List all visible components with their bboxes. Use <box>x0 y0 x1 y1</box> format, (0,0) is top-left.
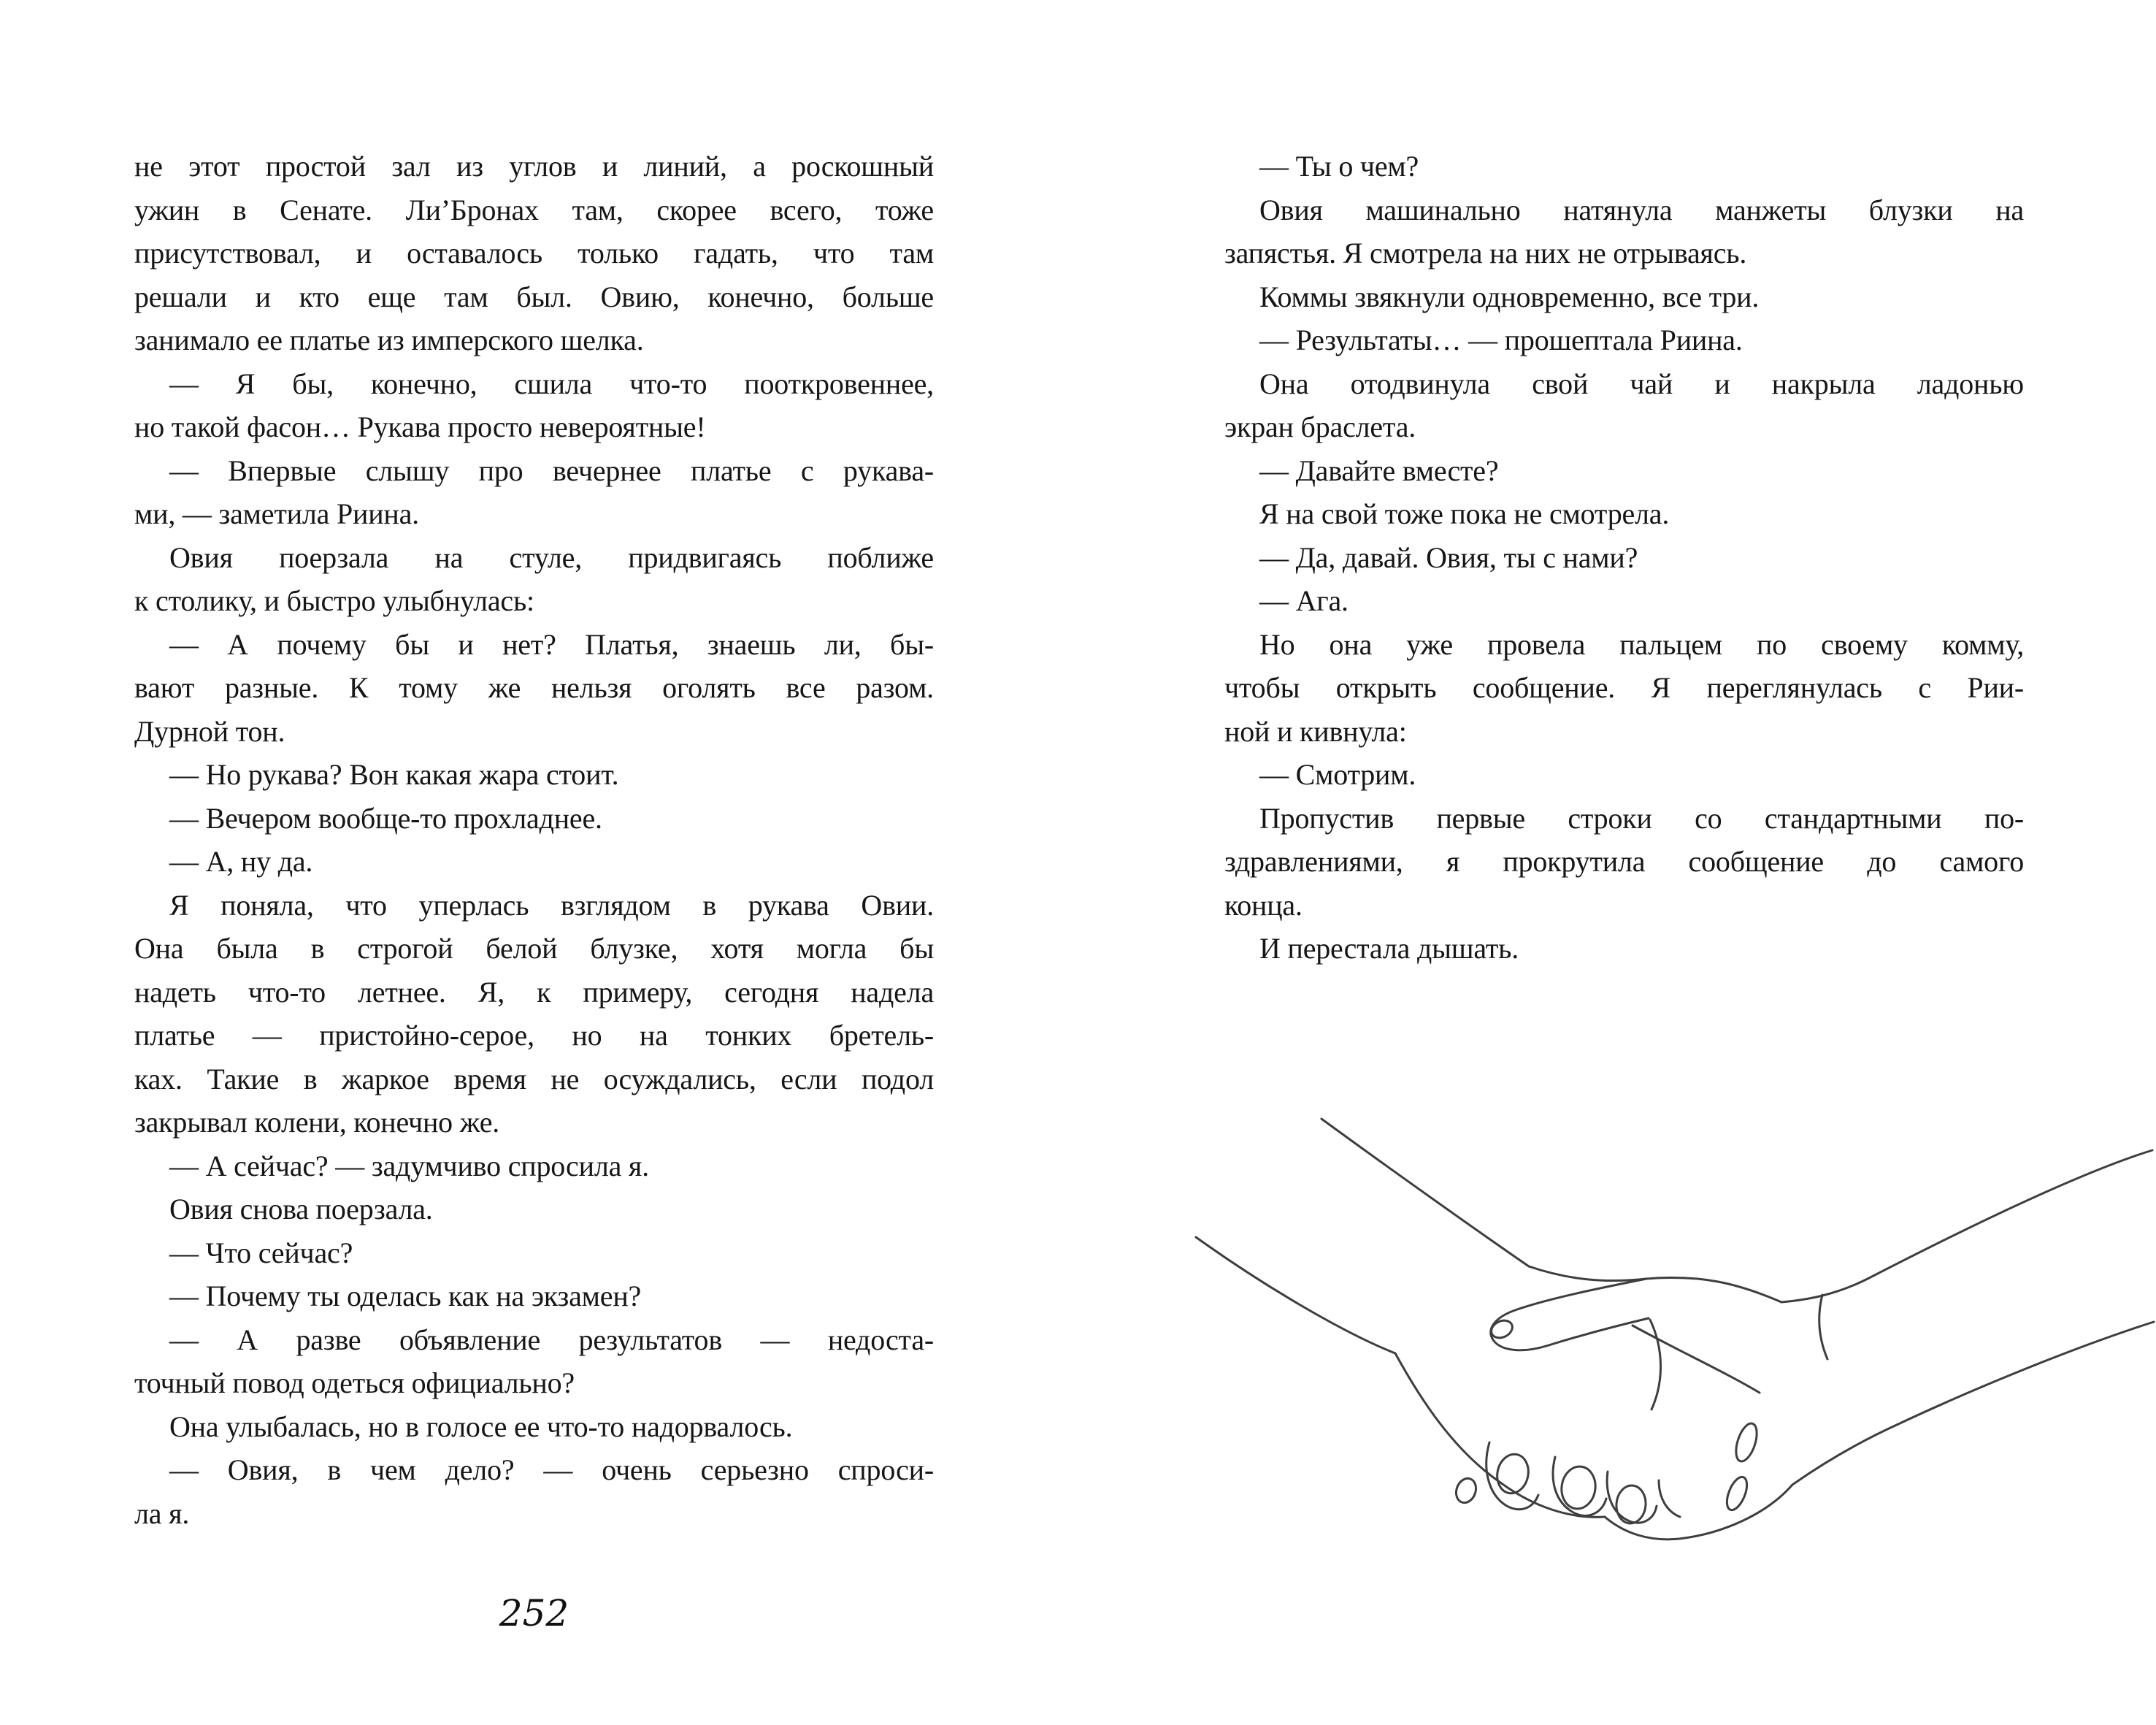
wrist-crease <box>1819 1295 1827 1359</box>
side-nail-2 <box>1723 1475 1751 1513</box>
text-line: закрывал колени, конечно же. <box>134 1106 500 1139</box>
text-line: — Да, давай. Овия, ты с нами? <box>1259 540 1638 574</box>
text-line: Но она уже провела пальцем по своему комму, <box>1259 627 2024 661</box>
finger-nail-small <box>1453 1476 1479 1506</box>
text-line: Она была в строгой белой блузке, хотя могла бы <box>134 932 934 965</box>
text-line: присутствовал, и оставалось только гадать, что там <box>134 237 934 269</box>
text-line: — Давайте вместе? <box>1259 454 1499 487</box>
text-line: — Я бы, конечно, сшила что-то пооткровеннее, <box>169 367 934 400</box>
text-line: Я поняла, что уперлась взглядом в рукава Овии. <box>169 888 934 922</box>
text-line: решали и кто еще там был. Овию, конечно, больше <box>134 280 934 313</box>
text-line: — Смотрим. <box>1259 758 1416 791</box>
side-nail-1 <box>1732 1421 1761 1464</box>
text-line: но такой фасон… Рукава просто невероятные! <box>134 410 706 443</box>
right-arm-top-line <box>1781 1150 2152 1302</box>
text-line: — А почему бы и нет? Платья, знаешь ли, бы- <box>169 627 934 661</box>
text-line: экран браслета. <box>1224 410 1416 443</box>
text-line: — Результаты… — прошептала Риина. <box>1259 324 1743 356</box>
text-line: не этот простой зал из углов и линий, а роскошный <box>134 150 934 183</box>
text-line: вают разные. К тому же нельзя оголять все разом. <box>134 671 934 704</box>
text-line: ми, — заметила Риина. <box>134 497 419 530</box>
text-line: ла я. <box>134 1496 190 1530</box>
text-line: платье — пристойно-серое, но на тонких бретель- <box>134 1019 934 1052</box>
text-line: — Вечером вообще-то прохладнее. <box>169 801 602 835</box>
text-line: Овия поерзала на стуле, придвигаясь поближе <box>169 540 934 574</box>
finger-nail-3 <box>1615 1484 1647 1524</box>
knuckle-ridge <box>1633 1326 1760 1393</box>
text-line: Коммы звякнули одновременно, все три. <box>1259 280 1760 313</box>
left-page-text <box>134 145 934 1535</box>
finger-nail-1 <box>1494 1451 1532 1496</box>
text-line: точный повод одеться официально? <box>134 1366 575 1399</box>
right-arm-bottom-line <box>1792 1322 2154 1485</box>
text-line: ужин в Сенате. Ли’Бронах там, скорее всего, тоже <box>134 193 934 226</box>
finger-line-4 <box>1659 1480 1680 1517</box>
holding-hands-illustration <box>1175 1099 2156 1654</box>
finger-nail-2 <box>1559 1464 1598 1511</box>
text-line: — Почему ты оделась как на экзамен? <box>169 1280 642 1312</box>
finger-line-3 <box>1607 1472 1657 1523</box>
text-line: занимало ее платье из имперского шелка. <box>134 324 644 356</box>
text-line: надеть что-то летнее. Я, к примеру, сегодня надела <box>134 975 934 1009</box>
text-line: Она улыбалась, но в голосе ее что-то надорвалось. <box>169 1410 793 1443</box>
left-arm-top-line <box>1321 1119 1529 1266</box>
text-line: И перестала дышать. <box>1259 932 1519 965</box>
text-line: — Ага. <box>1259 584 1349 617</box>
finger-line-1 <box>1486 1442 1538 1510</box>
text-line: — Но рукава? Вон какая жара стоит. <box>169 758 619 791</box>
hand-edge-line <box>1650 1320 1661 1410</box>
text-line: Дурной тон. <box>134 714 285 748</box>
text-line: — А, ну да. <box>169 845 313 878</box>
left-arm-bottom-line <box>1196 1237 1395 1353</box>
text-line: здравлениями, я прокрутила сообщение до самого <box>1224 845 2024 878</box>
text-line: конца. <box>1224 888 1303 922</box>
text-line: — А сейчас? — задумчиво спросила я. <box>169 1149 649 1182</box>
text-line: чтобы открыть сообщение. Я переглянулась с Рии- <box>1224 671 2024 704</box>
text-line: запястья. Я смотрела на них не отрываясь. <box>1224 237 1747 269</box>
lower-hand-contour <box>1395 1353 1605 1517</box>
text-line: к столику, и быстро улыбнулась: <box>134 584 534 617</box>
text-line: — Овия, в чем дело? — очень серьезно спроси- <box>169 1453 934 1486</box>
text-line: — Ты о чем? <box>1259 150 1419 183</box>
text-line: Овия машинально натянула манжеты блузки на <box>1259 193 2024 226</box>
right-page-text <box>1224 145 2024 971</box>
thumb-outline <box>1491 1279 1649 1350</box>
text-line: Я на свой тоже пока не смотрела. <box>1259 497 1670 530</box>
text-line: — Что сейчас? <box>169 1236 353 1269</box>
text-line: — Впервые слышу про вечернее платье с рукава- <box>169 454 934 487</box>
text-line: ках. Такие в жаркое время не осуждались, если подол <box>134 1062 934 1095</box>
page-number: 252 <box>499 1592 569 1634</box>
clasp-bottom-contour <box>1605 1485 1792 1540</box>
text-line: Овия снова поерзала. <box>169 1193 433 1225</box>
text-line: Пропустив первые строки со стандартными по- <box>1259 801 2024 835</box>
text-line: Она отодвинула свой чай и накрыла ладонью <box>1259 367 2024 400</box>
text-line: — А разве объявление результатов — недоста- <box>169 1323 934 1356</box>
text-line: ной и кивнула: <box>1224 714 1407 748</box>
